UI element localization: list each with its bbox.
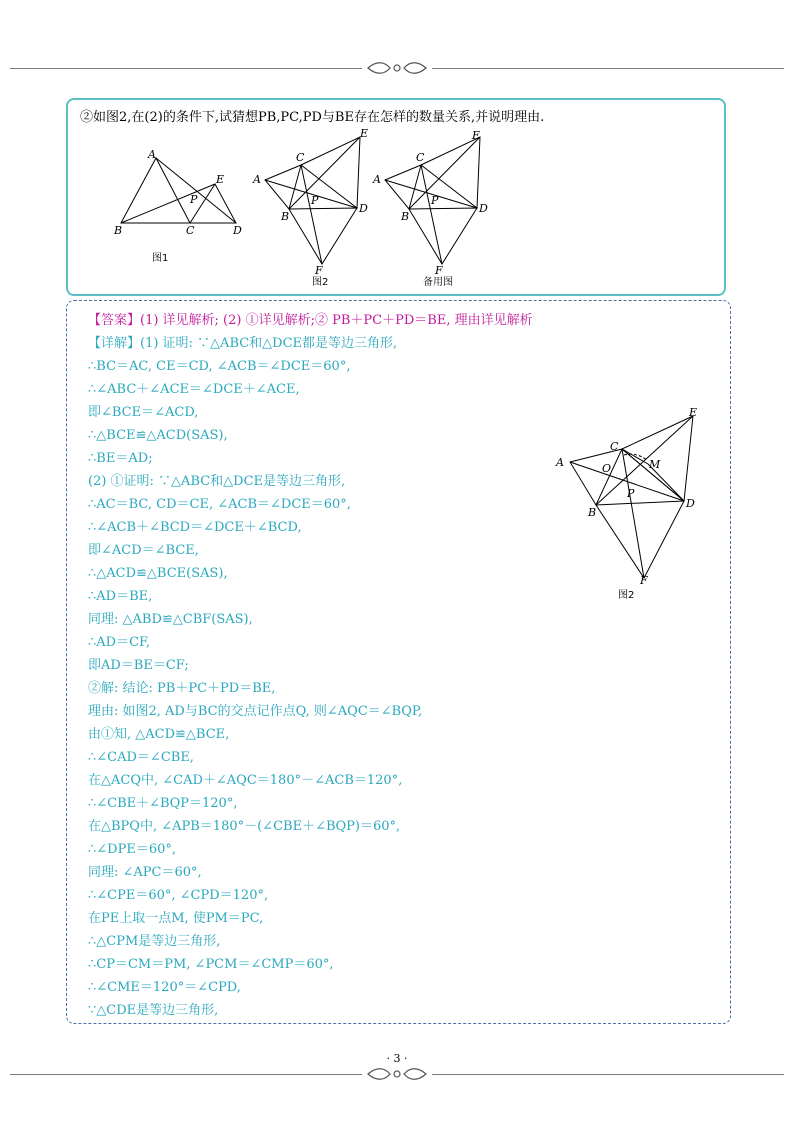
- solution-line: ∴∠ACB＋∠BCD＝∠DCE＋∠BCD,: [88, 520, 302, 535]
- solution-line: 即AD＝BE＝CF;: [88, 658, 189, 673]
- question-text: ②如图2,在(2)的条件下,试猜想PB,PC,PD与BE存在怎样的数量关系,并说明理由.: [80, 110, 545, 125]
- solution-line: ∴∠ABC＋∠ACE＝∠DCE＋∠ACE,: [88, 382, 300, 397]
- solution-line: ∴∠CPE＝60°, ∠CPD＝120°,: [88, 888, 269, 903]
- fig4-label-b: B: [588, 506, 597, 519]
- fig2-label-a: A: [253, 173, 261, 186]
- fig2-caption: 图2: [312, 277, 329, 288]
- fig4-label-m: M: [649, 458, 661, 471]
- fig3-label-c: C: [416, 151, 425, 164]
- solution-line: ∴△ACD≌△BCE(SAS),: [88, 566, 228, 581]
- figure-1: [110, 140, 250, 265]
- solution-line: 在PE上取一点M, 使PM＝PC,: [88, 911, 264, 926]
- solution-line: ②解: 结论: PB＋PC＋PD＝BE,: [88, 681, 276, 696]
- fig4-label-d: D: [686, 497, 695, 510]
- solution-line: ∴∠CAD＝∠CBE,: [88, 750, 194, 765]
- fig1-label-d: D: [233, 224, 242, 237]
- solution-line: ∴BC＝AC, CE＝CD, ∠ACB＝∠DCE＝60°,: [88, 359, 351, 374]
- fig3-label-p: P: [431, 194, 439, 207]
- figure-2: [250, 128, 370, 290]
- solution-line: ∵△CDE是等边三角形,: [88, 1003, 219, 1018]
- fig4-label-o: O: [602, 462, 612, 475]
- solution-line: 即∠ACD＝∠BCE,: [88, 543, 199, 558]
- solution-line: (2) ①证明: ∵△ABC和△DCE是等边三角形,: [88, 474, 346, 489]
- answer-line: 【答案】(1) 详见解析; (2) ①详见解析;② PB＋PC＋PD＝BE, 理由详见解析: [88, 313, 533, 328]
- footer-ornament-icon: [362, 1066, 432, 1082]
- fig1-label-c: C: [186, 224, 195, 237]
- fig1-label-e: E: [216, 173, 225, 186]
- solution-line: ∴△CPM是等边三角形,: [88, 934, 221, 949]
- solution-line: ∴∠DPE＝60°,: [88, 842, 176, 857]
- solution-line: ∴AD＝BE,: [88, 589, 153, 604]
- solution-line: ∴△BCE≌△ACD(SAS),: [88, 428, 228, 443]
- solution-line: 即∠BCE＝∠ACD,: [88, 405, 199, 420]
- fig3-label-e: E: [472, 129, 481, 142]
- solution-line: ∴AC＝BC, CD＝CE, ∠ACB＝∠DCE＝60°,: [88, 497, 351, 512]
- fig3-label-b: B: [401, 210, 410, 223]
- fig3-caption: 备用图: [423, 277, 453, 288]
- fig1-label-p: P: [190, 193, 198, 206]
- fig2-label-b: B: [281, 210, 290, 223]
- solution-line: ∴CP＝CM＝PM, ∠PCM＝∠CMP＝60°,: [88, 957, 334, 972]
- fig2-label-c: C: [296, 151, 305, 164]
- solution-line: 同理: ∠APC＝60°,: [88, 865, 202, 880]
- fig2-label-d: D: [359, 202, 368, 215]
- fig1-label-b: B: [114, 224, 123, 237]
- solution-line: 理由: 如图2, AD与BC的交点记作点Q, 则∠AQC＝∠BQP,: [88, 704, 423, 719]
- figure-4: [552, 402, 702, 606]
- solution-line: ∴∠CME＝120°＝∠CPD,: [88, 980, 241, 995]
- page-number: · 3 ·: [386, 1052, 408, 1065]
- solution-line: ∴AD＝CF,: [88, 635, 151, 650]
- solution-line: ∴BE＝AD;: [88, 451, 153, 466]
- solution-line: 由①知, △ACD≌△BCE,: [88, 727, 230, 742]
- fig3-label-a: A: [373, 173, 381, 186]
- solution-line: 在△BPQ中, ∠APB＝180°－(∠CBE＋∠BQP)＝60°,: [88, 819, 401, 834]
- fig4-label-p: P: [627, 487, 635, 500]
- fig2-label-e: E: [360, 128, 369, 140]
- solution-line: 在△ACQ中, ∠CAD＋∠AQC＝180°－∠ACB＝120°,: [88, 773, 403, 788]
- fig1-label-a: A: [148, 148, 156, 161]
- solution-line: 同理: △ABD≌△CBF(SAS),: [88, 612, 253, 627]
- fig4-label-c: C: [610, 440, 619, 453]
- fig4-label-e: E: [689, 406, 698, 419]
- solution-lines: [88, 309, 533, 1022]
- fig4-label-f: F: [640, 574, 648, 587]
- solution-line: 【详解】(1) 证明: ∵△ABC和△DCE都是等边三角形,: [88, 336, 398, 351]
- fig2-label-f: F: [315, 264, 323, 277]
- fig3-label-f: F: [435, 264, 443, 277]
- fig1-caption: 图1: [152, 253, 169, 264]
- fig4-caption: 图2: [618, 590, 635, 601]
- fig2-label-p: P: [311, 194, 319, 207]
- fig3-label-d: D: [479, 202, 488, 215]
- solution-line: ∴∠CBE＋∠BQP＝120°,: [88, 796, 238, 811]
- header-ornament-icon: [362, 60, 432, 76]
- figure-3: [368, 128, 498, 290]
- fig4-label-a: A: [556, 456, 564, 469]
